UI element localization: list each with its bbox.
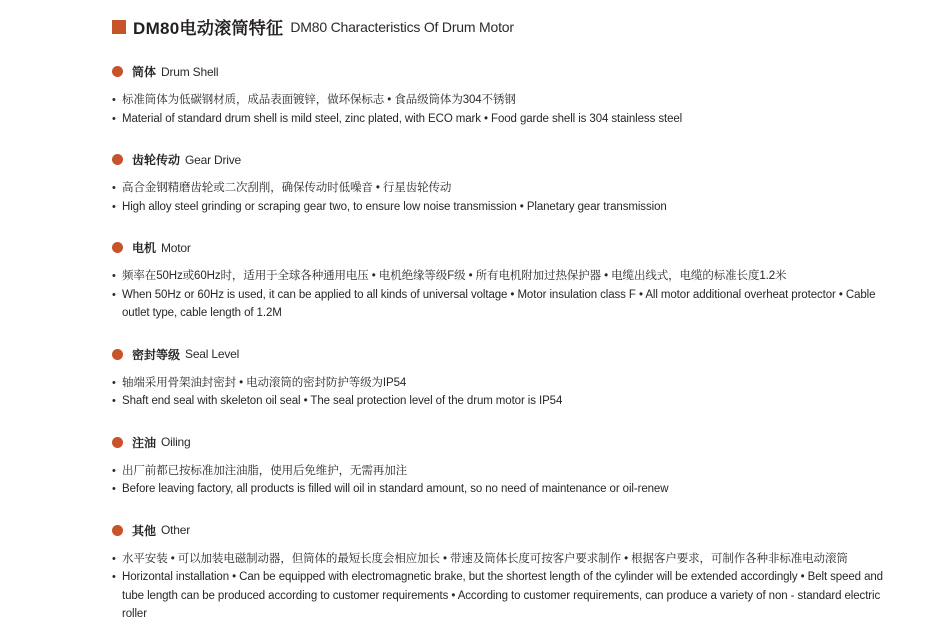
section-title-en: Oiling — [161, 435, 191, 449]
bullet-line-zh — [112, 179, 894, 198]
section-title-zh: 电机 — [132, 241, 157, 255]
section-drum-shell — [112, 63, 894, 128]
bullet-icon: • — [112, 552, 116, 565]
page-title-zh: DM80电动滚筒特征 — [133, 19, 284, 38]
section-header — [112, 434, 894, 451]
section-dot-icon — [112, 242, 123, 253]
line-text: 高合金钢精磨齿轮或二次刮削，确保传动时低噪音 • 行星齿轮传动 — [122, 182, 452, 194]
bullet-line-zh — [112, 267, 894, 286]
line-text: 轴端采用骨架油封密封 • 电动滚筒的密封防护等级为IP54 — [122, 376, 407, 389]
section-title-zh: 齿轮传动 — [132, 153, 181, 167]
line-text: When 50Hz or 60Hz is used, it can be applied to all kinds of universal voltage • Motor insulation class F • All motor additional overheat protector • Cable outlet type, cable length of 1.2M — [122, 288, 876, 319]
section-oiling — [112, 434, 894, 499]
line-text: Shaft end seal with skeleton oil seal • The seal protection level of the drum motor is IP54 — [122, 395, 563, 407]
bullet-icon: • — [112, 182, 116, 194]
section-title-en: Seal Level — [185, 347, 240, 361]
section-title-en: Other — [161, 523, 191, 537]
bullet-icon: • — [112, 200, 116, 213]
section-header — [112, 522, 894, 539]
section-dot-icon — [112, 437, 123, 448]
section-title-en: Drum Shell — [161, 64, 219, 79]
line-text: High alloy steel grinding or scraping gear two, to ensure low noise transmission • Planetary gear transmission — [122, 200, 667, 213]
bullet-icon: • — [112, 270, 116, 282]
section-other — [112, 522, 894, 624]
section-dot-icon — [112, 66, 123, 77]
bullet-line-zh — [112, 550, 894, 569]
bullet-line-en — [112, 198, 894, 217]
section-dot-icon — [112, 349, 123, 360]
bullet-icon: • — [112, 395, 116, 407]
bullet-line-en — [112, 286, 894, 323]
section-dot-icon — [112, 154, 123, 165]
page-title-en: DM80 Characteristics Of Drum Motor — [290, 18, 514, 35]
bullet-line-zh — [112, 91, 894, 110]
section-title-zh: 其他 — [132, 523, 157, 538]
line-text: Material of standard drum shell is mild steel, zinc plated, with ECO mark • Food garde shell is 304 stainless steel — [122, 112, 683, 125]
line-text: Before leaving factory, all products is filled will oil in standard amount, so no need of maintenance or oil-renew — [122, 483, 669, 495]
bullet-line-zh — [112, 462, 894, 481]
line-text: 标准筒体为低碳钢材质，成品表面镀锌，做环保标志 • 食品级筒体为304不锈钢 — [122, 94, 516, 106]
line-text: 水平安装 • 可以加装电磁制动器，但筒体的最短长度会相应加长 • 带速及筒体长度可按客户要求制作 • 根据客户要求，可制作各种非标准电动滚筒 — [122, 552, 848, 565]
section-seal-level — [112, 346, 894, 411]
section-title-en: Motor — [161, 240, 191, 255]
bullet-line-en — [112, 110, 894, 129]
section-title-zh: 筒体 — [132, 65, 157, 79]
bullet-icon: • — [112, 94, 116, 106]
line-text: Horizontal installation • Can be equipped with electromagnetic brake, but the shortest length of the cylinder will be extended accordingly • Belt speed and tube length can be produced according to customer requirements • According to customer requirements, can produce a variety of non - standard electric roller — [122, 571, 883, 620]
content-column — [112, 14, 894, 624]
section-motor — [112, 239, 894, 323]
section-header — [112, 239, 894, 256]
section-dot-icon — [112, 525, 123, 536]
bullet-line-en — [112, 480, 894, 499]
section-title-zh: 注油 — [132, 435, 157, 450]
bullet-icon: • — [112, 464, 116, 477]
bullet-line-en — [112, 568, 894, 624]
line-text: 频率在50Hz或60Hz时，适用于全球各种通用电压 • 电机绝缘等级F级 • 所有电机附加过热保护器 • 电缆出线式，电缆的标准长度1.2米 — [122, 270, 787, 282]
bullet-icon: • — [112, 288, 116, 301]
bullet-line-zh — [112, 374, 894, 393]
bullet-line-en — [112, 392, 894, 411]
section-header — [112, 346, 894, 363]
bullet-icon: • — [112, 112, 116, 125]
bullet-icon: • — [112, 376, 116, 389]
bullet-icon: • — [112, 571, 116, 583]
section-title-zh: 密封等级 — [132, 347, 181, 362]
section-title-en: Gear Drive — [185, 152, 242, 167]
page-title — [112, 14, 894, 39]
section-header — [112, 151, 894, 168]
section-header — [112, 63, 894, 80]
line-text: 出厂前都已按标准加注油脂，使用后免维护，无需再加注 — [122, 464, 407, 477]
title-square-icon — [112, 20, 126, 34]
section-gear-drive — [112, 151, 894, 216]
bullet-icon: • — [112, 483, 116, 495]
